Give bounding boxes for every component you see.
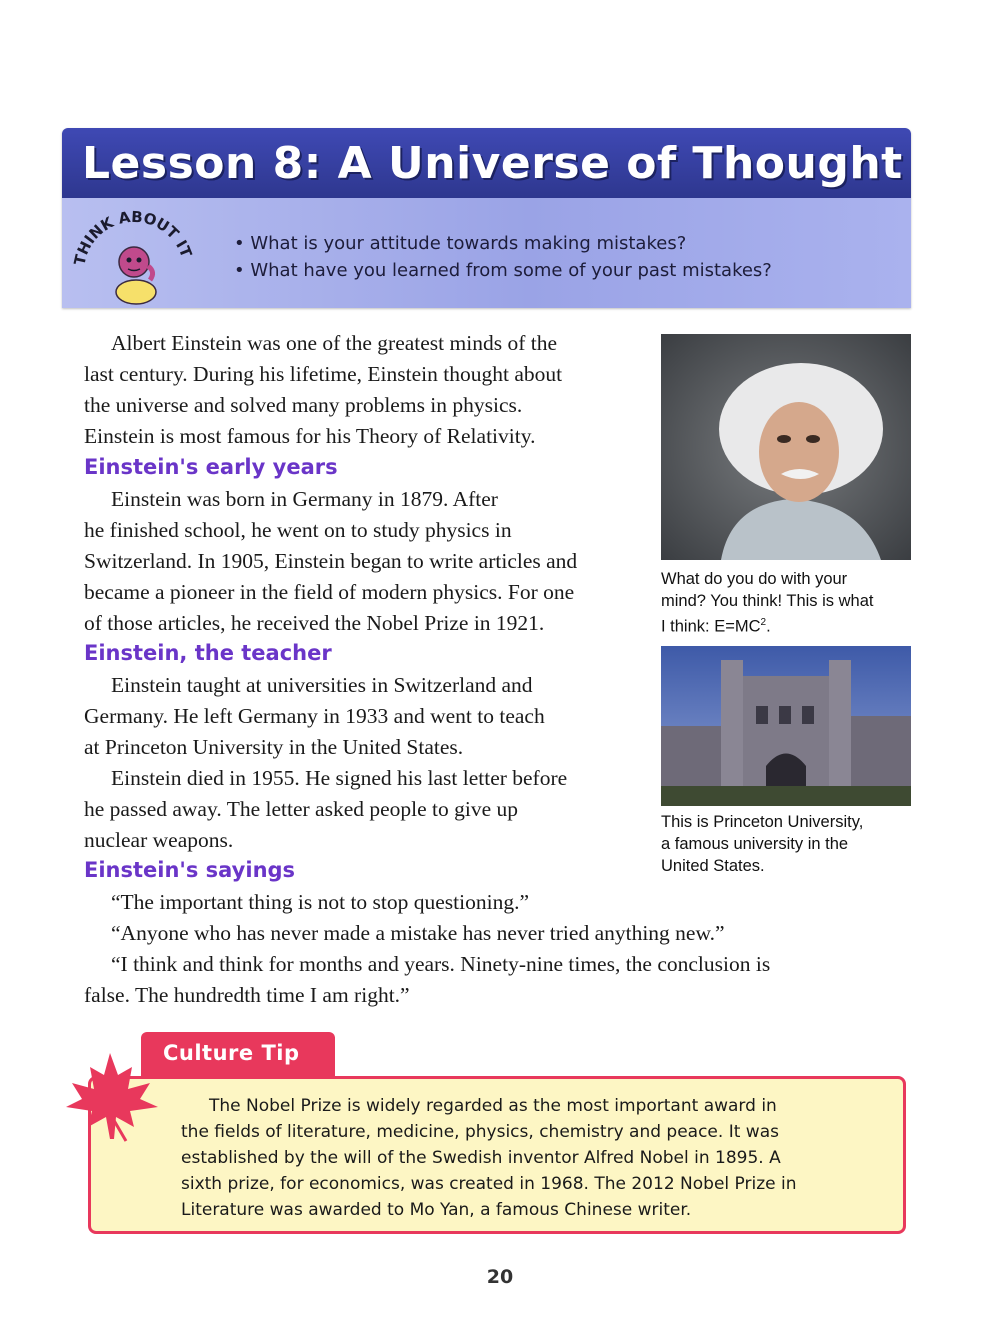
think-questions [234,230,772,284]
think-badge-text: THINK ABOUT IT [70,207,196,267]
lesson-banner [62,128,911,308]
saying-line: false. The hundredth time I am right.” [84,983,410,1007]
caption-line: This is Princeton University, [661,813,864,831]
banner-title-bar [62,128,911,198]
culture-tip-label: Culture Tip [163,1041,300,1065]
lesson-title: Lesson 8: A Universe of Thought [82,137,903,189]
tip-line: The Nobel Prize is widely regarded as the most important award in [209,1096,777,1116]
think-question: • What is your attitude towards making mistakes? [234,230,772,257]
intro-line: last century. During his lifetime, Einstein thought about [84,362,563,386]
saying-line: “Anyone who has never made a mistake has never tried anything new.” [111,921,725,945]
caption-superscript: 2 [760,617,767,628]
sayings-list [84,887,914,1011]
caption-line: What do you do with your [661,570,848,588]
tip-line: Literature was awarded to Mo Yan, a famous Chinese writer. [181,1200,692,1220]
body-line: he passed away. The letter asked people to give up [84,797,519,821]
body-line: Einstein was born in Germany in 1879. After [111,487,498,511]
thinker-icon [116,247,156,304]
think-question: • What have you learned from some of your past mistakes? [234,257,772,284]
caption-period: . [766,617,771,636]
caption-line: mind? You think! This is what [661,592,874,610]
body-line: Einstein taught at universities in Switzerland and [111,673,533,697]
tip-line: the fields of literature, medicine, physics, chemistry and peace. It was [181,1122,779,1142]
maple-leaf-icon [60,1045,170,1145]
heading-sayings: Einstein's sayings [84,858,296,882]
think-about-it-badge [70,206,200,306]
intro-paragraph [84,328,654,452]
heading-teacher: Einstein, the teacher [84,641,332,665]
tip-line: established by the will of the Swedish inventor Alfred Nobel in 1895. A [181,1148,781,1168]
intro-line: Albert Einstein was one of the greatest minds of the [111,331,558,355]
body-line: Switzerland. In 1905, Einstein began to write articles and [84,549,578,573]
intro-line: the universe and solved many problems in physics. [84,393,523,417]
tip-line: sixth prize, for economics, was created in 1968. The 2012 Nobel Prize in [181,1174,797,1194]
early-years-paragraph [84,484,654,639]
caption-line: United States. [661,857,765,875]
body-line: became a pioneer in the field of modern physics. For one [84,580,575,604]
body-line: of those articles, he received the Nobel Prize in 1921. [84,611,545,635]
culture-tip-box [88,1076,906,1234]
saying-line: “I think and think for months and years. Ninety-nine times, the conclusion is [111,952,771,976]
heading-early-years: Einstein's early years [84,455,338,479]
intro-line: Einstein is most famous for his Theory of Relativity. [84,424,536,448]
caption-formula: I think: E=MC [661,617,761,636]
culture-tip-tab [141,1032,335,1078]
body-line: Germany. He left Germany in 1933 and went to teach [84,704,545,728]
body-line: he finished school, he went on to study physics in [84,518,512,542]
einstein-caption [661,568,921,638]
caption-line: a famous university in the [661,835,849,853]
princeton-photo [661,646,911,806]
einstein-photo [661,334,911,560]
teacher-paragraph [84,670,654,856]
caption-line [661,612,921,638]
body-line: at Princeton University in the United States. [84,735,464,759]
body-line: nuclear weapons. [84,828,234,852]
page-number: 20 [486,1266,514,1288]
culture-tip-text [181,1093,881,1223]
body-line: Einstein died in 1955. He signed his last letter before [111,766,568,790]
saying-line: “The important thing is not to stop questioning.” [111,890,530,914]
princeton-caption [661,811,921,877]
think-about-it-panel [62,198,911,308]
